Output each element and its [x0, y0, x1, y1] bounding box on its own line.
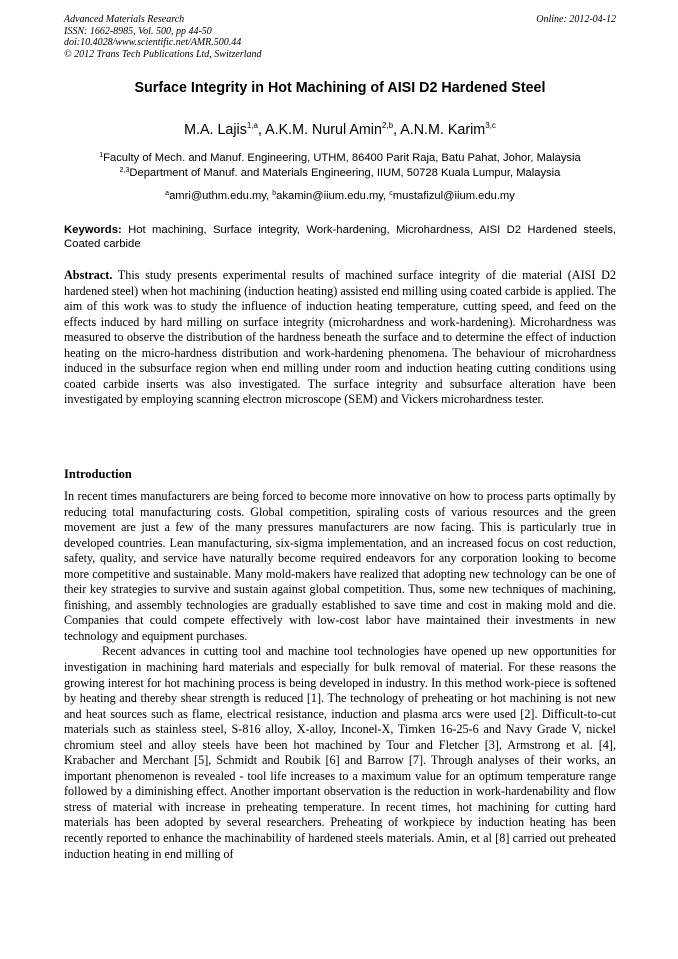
email-superscript: a [165, 190, 170, 197]
author-separator: , [257, 122, 266, 138]
affiliation-2 [64, 167, 616, 179]
online-date: Online: 2012-04-12 [536, 14, 616, 25]
journal-name: Advanced Materials Research [64, 14, 185, 25]
email-address: akamin@iium.edu.my, [276, 190, 390, 202]
author-list [64, 122, 616, 138]
affiliation-text: Department of Manuf. and Materials Engineering, IIUM, 50728 Kuala Lumpur, Malaysia [129, 167, 561, 179]
author-superscript: 3,c [485, 121, 496, 130]
section-heading-introduction: Introduction [64, 467, 132, 481]
copyright-line: © 2012 Trans Tech Publications Ltd, Switzerland [64, 48, 262, 60]
email-address: amri@uthm.edu.my, [169, 190, 273, 202]
author-superscript: 2,b [381, 121, 394, 130]
abstract-block [64, 268, 616, 408]
author-name: M.A. Lajis [184, 122, 247, 138]
affiliation-superscript: 2,3 [119, 167, 130, 174]
email-superscript: b [272, 190, 277, 197]
email-line [64, 190, 616, 202]
affiliation-superscript: 1 [99, 152, 104, 159]
abstract-text: This study presents experimental results of machined surface integrity of die material (AISI D2 hardened steel) when hot machining (induction heating) assisted end milling using coated carbide is applied. The aim of this work was to study the influence of induction heating temperature, cutting speed, and feed on the effects induced by hard milling on surface integrity (microhardness and work-hardening). Microhardness was measured to observe the distribution of the hardness beneath the surface and to determine the effect of induction heating on the micro-hardness distribution and work-hardening phenomena. The behaviour of microhardness induced in the subsurface region when end milling under room and induction heating cutting conditions using coated carbide inserts was also investigated. The surface integrity and subsurface alteration have been investigated by employing scanning electron microscope (SEM) and Vickers microhardness tester. [64, 268, 616, 407]
email-superscript: c [389, 190, 393, 197]
paper-title: Surface Integrity in Hot Machining of AISI D2 Hardened Steel [134, 80, 546, 96]
affiliation-text: Faculty of Mech. and Manuf. Engineering, UTHM, 86400 Parit Raja, Batu Pahat, Johor, Malaysia [103, 152, 581, 164]
abstract-label: Abstract. [64, 268, 113, 282]
doi-line: doi:10.4028/www.scientific.net/AMR.500.44 [64, 37, 242, 48]
introduction-paragraph-2: Recent advances in cutting tool and machine tool technologies have opened up new opportunities for investigation in machining hard materials and especially for bulk removal of material. For these reasons the growing interest for hot machining process is being developed in industry. In this method work-piece is softened by heating and thereby shear strength is reduced [1]. The technology of preheating or hot machining is not new and heat sources such as flame, electrical resistance, induction and plasma arcs were used [2]. Difficult-to-cut materials such as stainless steel, S-816 alloy, X-alloy, Inconel-X, Timken 16-25-6 and Navy Grade V, nickel chromium steel and alloy steels have been hot machined by Tour and Fletcher [3], Armstrong et al. [4], Krabacher and Merchant [5], Schmidt and Roubik [6] and Barrow [7]. Through analyses of their works, an important phenomenon is revealed - tool life increases to a maximum value for an optimum temperature range followed by a diminishing effect. Another important observation is the reduction in work-hardenability and flow stress of material with increase in preheating temperature. In recent times, hot machining for cutting hard materials has been adopted by several researchers. Preheating of workpiece by induction heating has been recently reported to enhance the machinability of hardened steels materials. Amin, et al [8] carried out preheated induction heating in end milling of [64, 644, 616, 861]
author-name: A.N.M. Karim [400, 122, 486, 138]
abstract-paragraph [64, 268, 616, 408]
author-superscript: 1,a [246, 121, 258, 130]
keywords-text: Hot machining, Surface integrity, Work-hardening, Microhardness, AISI D2 Hardened steels, Coated carbide [64, 224, 616, 250]
email-address: mustafizul@iium.edu.my [392, 190, 515, 202]
affiliation-1 [64, 152, 616, 164]
introduction-body [64, 489, 616, 862]
introduction-paragraph-1: In recent times manufacturers are being forced to become more innovative on how to process parts optimally by reducing total manufacturing costs. Global competition, spiraling costs of various resources and the green movement are just a few of the many pressures manufacturers are now facing. This is particularly true in developed countries. Lean manufacturing, six-sigma implementation, and an increased focus on cost reduction, safety, quality, and service have naturally become required endeavors for any corporation looking to become more competitive and sustainable. Many mold-makers have realized that adopting new technology can be one of their key strategies to survive and sustain against global competition. Thus, some new techniques of machining, finishing, and assembly technologies are gradually established to save time and cost in making mold and die. Companies that could compete effectively with low-cost labor have maintained their investments in new technology and equipment purchases. [64, 489, 616, 643]
author-name: A.K.M. Nurul Amin [265, 122, 382, 138]
author-separator: , [393, 122, 401, 138]
issn-line: ISSN: 1662-8985, Vol. 500, pp 44-50 [64, 25, 212, 37]
journal-header [64, 14, 616, 60]
keywords-block [64, 223, 616, 251]
keywords-label: Keywords: [64, 224, 122, 236]
